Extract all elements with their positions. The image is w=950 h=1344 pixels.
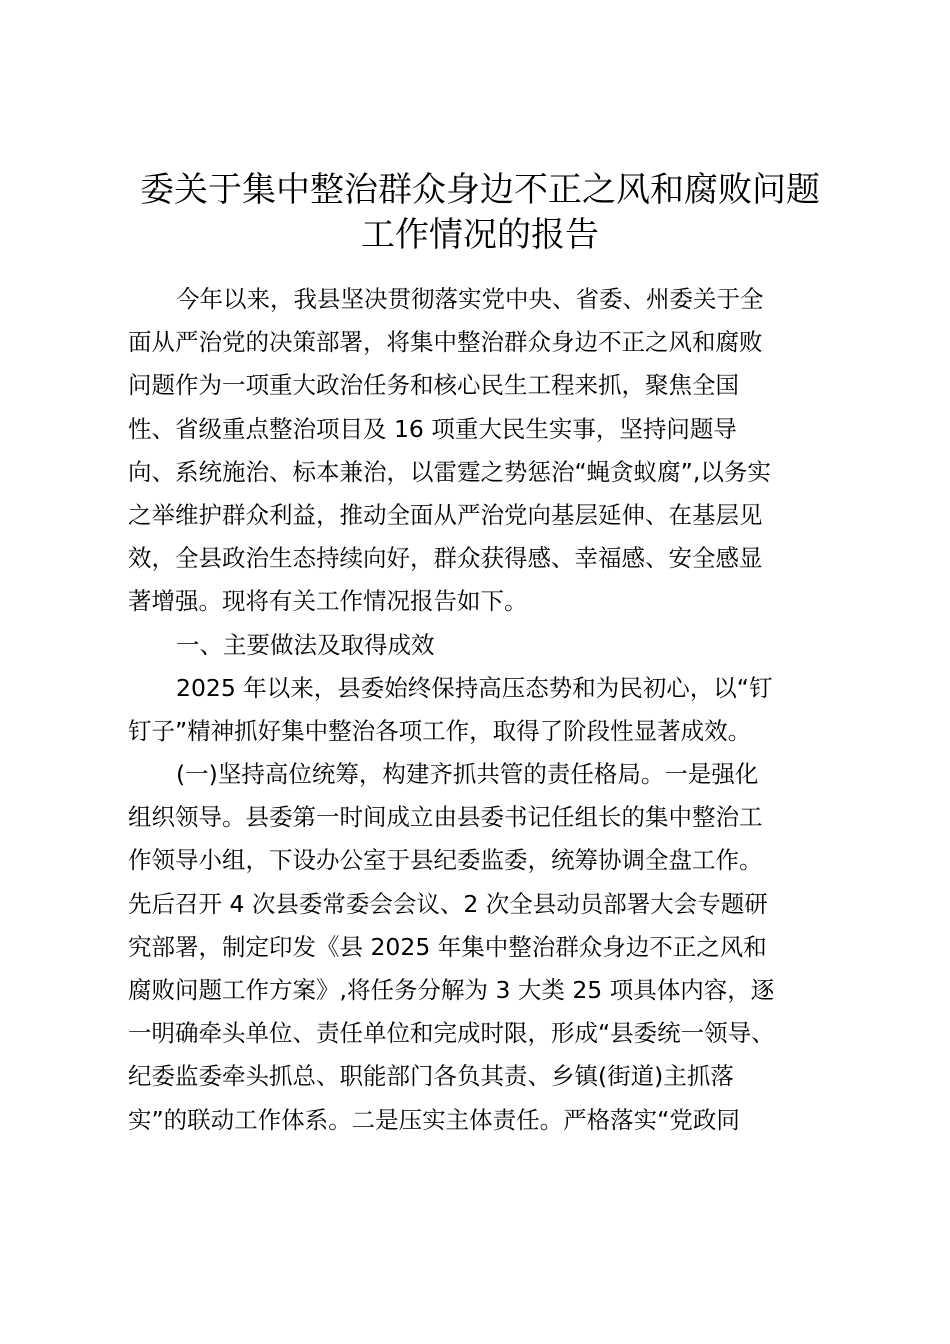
text-line: 一明确牵头单位、责任单位和完成时限，形成“县委统一领导、	[128, 1019, 775, 1048]
text-line: 著增强。现将有关工作情况报告如下。	[128, 587, 528, 616]
text-line: 作领导小组，下设办公室于县纪委监委，统筹协调全盘工作。	[128, 846, 763, 875]
paragraph-subsection-1	[128, 753, 828, 1142]
text-line: 之举维护群众利益，推动全面从严治党向基层延伸、在基层见	[128, 500, 763, 529]
text-line: 向、系统施治、标本兼治，以雷霆之势惩治“蝇贪蚁腐”,以务实	[128, 457, 771, 486]
section-heading-1	[128, 624, 828, 667]
text-line: 纪委监委牵头抓总、职能部门各负其责、乡镇(街道)主抓落	[128, 1062, 734, 1091]
title-line-1: 委关于集中整治群众身边不正之风和腐败问题	[140, 170, 820, 210]
text-line: 组织领导。县委第一时间成立由县委书记任组长的集中整治工	[128, 803, 763, 832]
text-line: 钉子”精神抓好集中整治各项工作，取得了阶段性显著成效。	[128, 716, 752, 745]
text-line: 问题作为一项重大政治任务和核心民生工程来抓，聚焦全国	[128, 371, 739, 400]
text-line: 面从严治党的决策部署，将集中整治群众身边不正之风和腐败	[128, 328, 763, 357]
text-line: 先后召开 4 次县委常委会会议、2 次全县动员部署大会专题研	[128, 889, 768, 918]
text-line: 2025 年以来，县委始终保持高压态势和为民初心，以“钉	[176, 673, 773, 702]
document-title	[100, 168, 860, 258]
text-line: 效，全县政治生态持续向好，群众获得感、幸福感、安全感显	[128, 544, 763, 573]
text-line: 性、省级重点整治项目及 16 项重大民生实事，坚持问题导	[128, 414, 737, 443]
document-body	[128, 278, 828, 1142]
paragraph-intro	[128, 278, 828, 624]
title-line-2: 工作情况的报告	[361, 215, 599, 255]
text-line: (一)坚持高位统筹，构建齐抓共管的责任格局。一是强化	[176, 760, 759, 789]
text-line: 究部署，制定印发《县 2025 年集中整治群众身边不正之风和	[128, 932, 767, 961]
text-line: 实”的联动工作体系。二是压实主体责任。严格落实“党政同	[128, 1105, 740, 1134]
text-line: 今年以来，我县坚决贯彻落实党中央、省委、州委关于全	[176, 285, 764, 313]
heading-line: 一、主要做法及取得成效	[176, 630, 435, 659]
text-line: 腐败问题工作方案》,将任务分解为 3 大类 25 项具体内容，逐	[128, 976, 775, 1004]
paragraph-2025-summary	[128, 667, 828, 753]
